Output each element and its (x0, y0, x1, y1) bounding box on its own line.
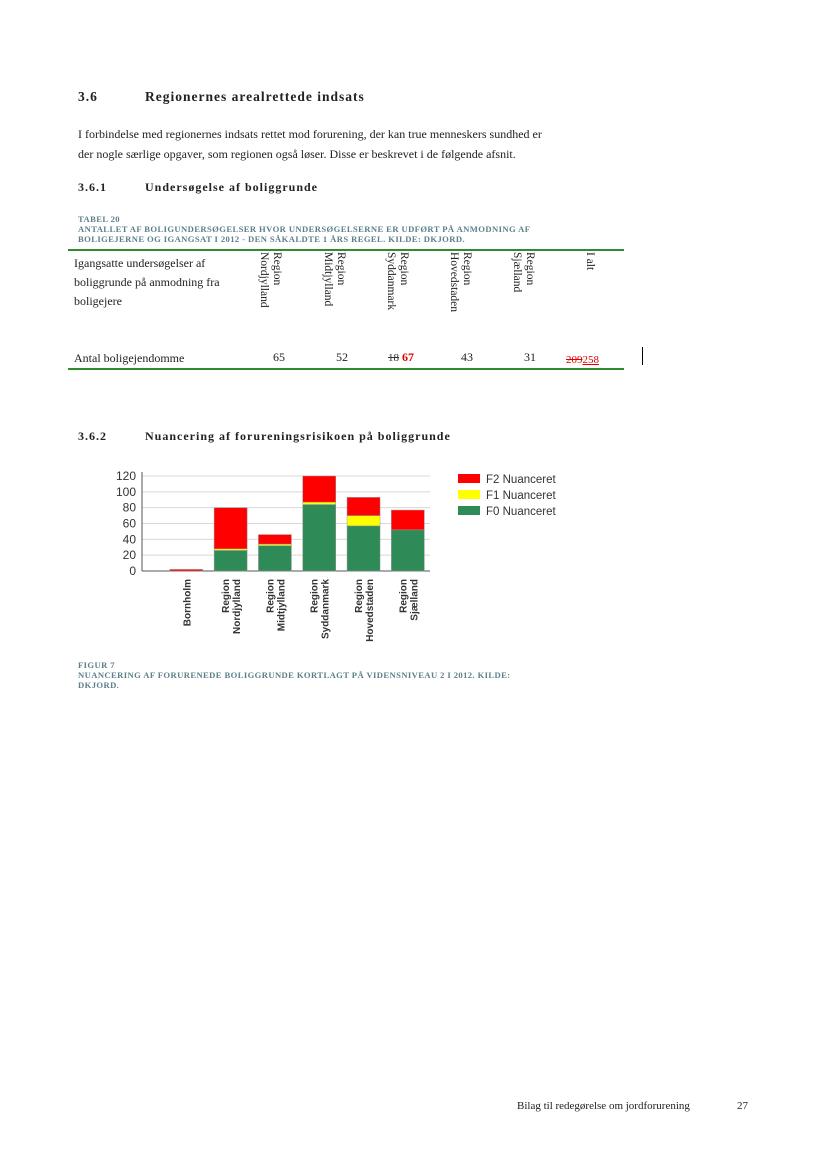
cell-syddanmark (388, 350, 414, 365)
legend-label: F2 Nuanceret (486, 474, 556, 486)
y-tick-label: 0 (129, 564, 136, 578)
column-header-total (583, 252, 596, 270)
table-caption (78, 214, 530, 244)
x-tick-label (221, 579, 243, 634)
y-tick-label: 60 (122, 516, 136, 531)
y-tick-label: 20 (122, 548, 136, 563)
x-tick-label (310, 579, 332, 639)
column-header-sjaelland (510, 252, 536, 292)
figure-caption-line: NUANCERING AF FORURENEDE BOLIGGRUNDE KORTLAGT PÅ VIDENSNIVEAU 2 I 2012. KILDE: (78, 670, 511, 680)
row-header-line: Igangsatte undersøgelser af (74, 256, 206, 270)
legend-label: F0 Nuanceret (486, 506, 556, 518)
column-header-line: Syddanmark (385, 252, 397, 311)
cell-hovedstaden: 43 (461, 350, 473, 364)
section-heading (78, 89, 365, 105)
bar-segment (347, 516, 380, 526)
inserted-value: 258 (582, 354, 599, 366)
x-tick-label (398, 579, 420, 621)
x-tick-label-line: Hovedstaden (365, 579, 377, 642)
table-caption-title: TABEL 20 (78, 214, 120, 224)
figure-caption-title: FIGUR 7 (78, 660, 115, 670)
y-tick-label: 100 (115, 484, 136, 499)
legend-swatch (458, 506, 480, 515)
y-tick-label: 120 (115, 469, 136, 483)
subsection-title: Nuancering af forureningsrisikoen på boliggrunde (145, 429, 451, 443)
table-top-rule (68, 249, 624, 251)
legend-swatch (458, 490, 480, 499)
inserted-value: 67 (402, 350, 414, 364)
legend-label: F1 Nuanceret (486, 490, 556, 502)
row-header-line: boliggrunde på anmodning fra (74, 275, 220, 289)
bar-segment (391, 510, 424, 530)
intro-paragraph (78, 124, 638, 164)
section-title: Regionernes arealrettede indsats (145, 89, 365, 104)
x-tick-label-line: Region (309, 579, 321, 613)
column-header-line: Hovedstaden (448, 252, 460, 313)
column-header-line: Region (398, 252, 410, 286)
intro-line: I forbindelse med regionernes indsats rettet mod forurening, der kan true menneskers sundhed er (78, 127, 542, 141)
x-tick-label-line: Region (265, 579, 277, 613)
column-header-line: I alt (584, 252, 596, 271)
y-tick-label: 40 (122, 532, 136, 547)
table-row-header (74, 254, 220, 311)
column-header-midtjylland (321, 252, 347, 306)
cell-nordjylland: 65 (273, 350, 285, 364)
table-caption-line: BOLIGEJERNE OG IGANGSAT I 2012 - DEN SÅKALDTE 1 ÅRS REGEL. KILDE: DKJORD. (78, 234, 466, 244)
y-tick-label: 80 (122, 500, 136, 515)
subsection-number: 3.6.2 (78, 429, 107, 443)
x-tick-label-line: Nordjylland (232, 579, 244, 635)
legend-swatch (458, 474, 480, 483)
x-tick-label (354, 579, 376, 642)
x-tick-label-line: Region (354, 579, 366, 613)
subsection-heading-1 (78, 180, 318, 195)
figure-caption-line: DKJORD. (78, 680, 120, 690)
column-header-line: Region (524, 252, 536, 286)
bar-segment (391, 530, 424, 571)
table-bottom-rule (68, 368, 624, 370)
column-header-line: Nordjylland (258, 252, 270, 308)
column-header-line: Sjælland (511, 252, 523, 293)
footer-text: Bilag til redegørelse om jordforurening (517, 1100, 690, 1112)
column-header-hovedstaden (447, 252, 473, 312)
bar-segment (170, 569, 203, 571)
x-tick-label (182, 579, 193, 626)
column-header-line: Region (271, 252, 283, 286)
table-row-label: Antal boligejendomme (74, 351, 185, 365)
x-tick-label-line: Midtjylland (276, 579, 288, 632)
x-tick-label-line: Region (221, 579, 233, 613)
subsection-number: 3.6.1 (78, 180, 107, 194)
intro-line: der nogle særlige opgaver, som regionen også løser. Disse er beskrevet i de følgende afsnit. (78, 147, 516, 161)
figure-caption (78, 660, 511, 690)
x-tick-label-line: Region (398, 579, 410, 613)
bar-segment (258, 546, 291, 571)
deleted-value: 18 (388, 352, 399, 364)
x-tick-label (265, 579, 287, 631)
bar-segment (214, 508, 247, 549)
x-tick-label-line: Bornholm (182, 579, 194, 627)
column-header-syddanmark (384, 252, 410, 310)
column-header-line: Region (335, 252, 347, 286)
cell-total (566, 350, 599, 368)
table-caption-line: ANTALLET AF BOLIGUNDERSØGELSER HVOR UNDERSØGELSERNE ER UDFØRT PÅ ANMODNING AF (78, 224, 531, 234)
bar-segment (347, 497, 380, 515)
bar-segment (258, 535, 291, 545)
x-tick-label-line: Syddanmark (320, 579, 332, 640)
text-cursor (642, 347, 643, 365)
column-header-nordjylland (257, 252, 283, 308)
section-number: 3.6 (78, 89, 98, 104)
bar-segment (303, 502, 336, 504)
column-header-line: Region (461, 252, 473, 286)
cell-sjaelland: 31 (524, 350, 536, 364)
bar-segment (347, 526, 380, 571)
subsection-title: Undersøgelse af boliggrunde (145, 180, 319, 194)
page-number: 27 (737, 1100, 748, 1112)
x-tick-label-line: Sjælland (409, 579, 421, 621)
subsection-heading-2 (78, 429, 451, 444)
cell-midtjylland: 52 (336, 350, 348, 364)
bar-segment (303, 505, 336, 572)
row-header-line: boligejere (74, 294, 122, 308)
bar-segment (303, 476, 336, 502)
stacked-bar-chart (100, 462, 580, 642)
bar-segment (214, 550, 247, 571)
deleted-value: 209 (566, 354, 583, 366)
column-header-line: Midtjylland (322, 252, 334, 307)
